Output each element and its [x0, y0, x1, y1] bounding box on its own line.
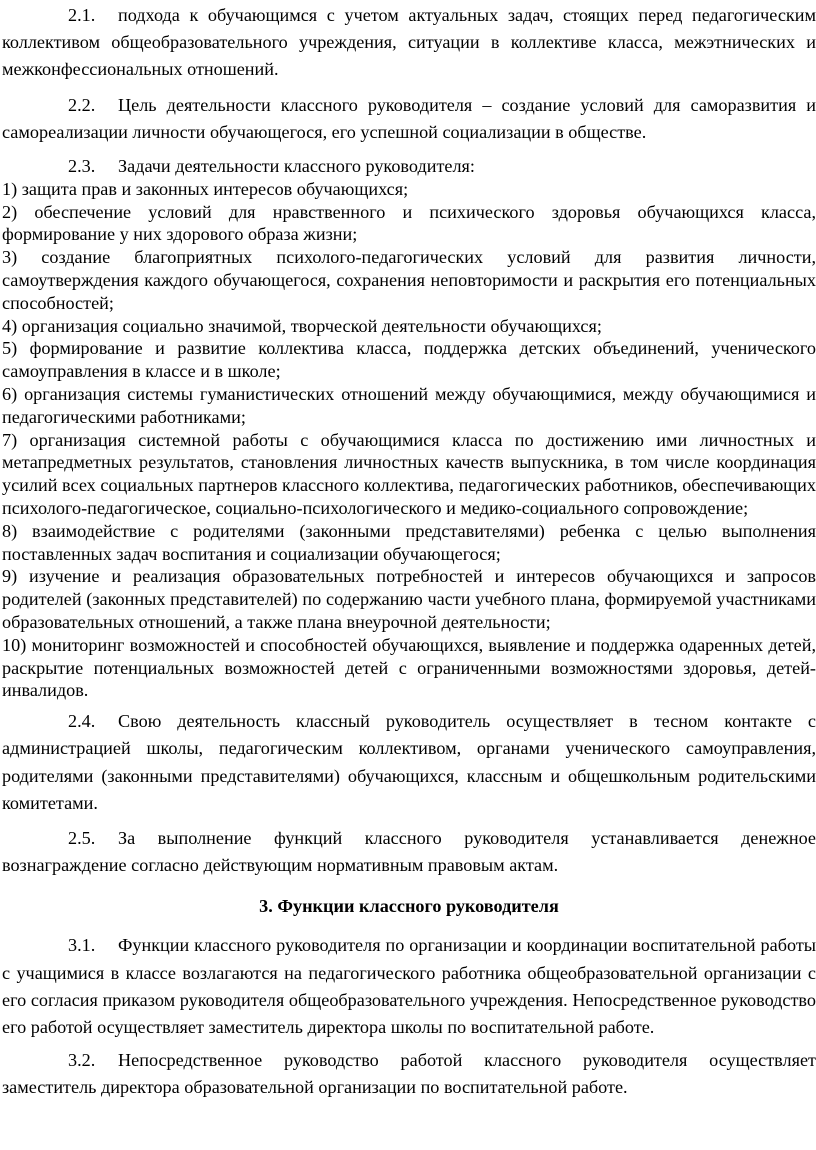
paragraph-2-5	[2, 825, 816, 879]
list-item: 5) формирование и развитие коллектива класса, поддержка детских объединений, ученического самоуправления в классе и в школе;	[2, 338, 816, 382]
tasks-list	[2, 178, 816, 702]
list-item: 4) организация социально значимой, творческой деятельности обучающихся;	[2, 315, 602, 336]
list-item: 6) организация системы гуманистических отношений между обучающимися, между обучающимися и педагогическими работниками;	[2, 383, 816, 427]
paragraph-3-1	[2, 932, 816, 1041]
paragraph-text: Свою деятельность классный руководитель осуществляет в тесном контакте с администрацией школы, педагогическим коллективом, органами ученического самоуправления, родителями (законными представителями) обучающихся, классным и общешкольным родительскими комитетами.	[2, 711, 816, 813]
paragraph-text: За выполнение функций классного руководителя устанавливается денежное вознаграждение согласно действующим нормативным правовым актам.	[2, 827, 816, 876]
paragraph-number: 3.2.	[68, 1050, 96, 1071]
list-item: 9) изучение и реализация образовательных потребностей и интересов обучающихся и запросов родителей (законных представителей) по содержанию части учебного плана, формируемой участниками образовательных отношений, а также плана внеурочной деятельности;	[2, 566, 816, 632]
paragraph-number: 2.4.	[68, 711, 96, 732]
paragraph-number: 2.1.	[68, 5, 96, 25]
list-item: 3) создание благоприятных психолого-педагогических условий для развития личности, самоутверждения каждого обучающегося, сохранения неповторимости и раскрытия его потенциальных способностей;	[2, 247, 816, 313]
paragraph-text: Цель деятельности классного руководителя – создание условий для саморазвития и самореализации личности обучающегося, его успешной социализации в обществе.	[2, 94, 816, 142]
paragraph-text: Непосредственное руководство работой классного руководителя осуществляет заместитель директора образовательной организации по воспитательной работе.	[2, 1050, 816, 1098]
paragraph-2-2	[2, 92, 816, 146]
paragraph-2-4	[2, 708, 816, 817]
paragraph-number: 2.5.	[68, 827, 96, 848]
paragraph-3-2	[2, 1047, 816, 1101]
paragraph-number: 2.2.	[68, 94, 96, 115]
paragraph-number: 2.3.	[68, 156, 96, 177]
list-item: 1) защита прав и законных интересов обучающихся;	[2, 178, 409, 199]
list-item: 7) организация системной работы с обучающимися класса по достижению ими личностных и метапредметных результатов, становления личностных качеств выпускника, в том числе координация усилий всех социальных партнеров классного коллектива, педагогических работников, обеспечивающих психолого-педагогическое, социально-психологического и медико-социального сопровождение;	[2, 429, 816, 518]
paragraph-2-3	[2, 155, 816, 178]
list-item: 10) мониторинг возможностей и способностей обучающихся, выявление и поддержка одаренных детей, раскрытие потенциальных возможностей детей с ограниченными возможностями здоровья, детей-инвалидов.	[2, 634, 816, 701]
document-page	[0, 2, 816, 1150]
paragraph-text: Задачи деятельности классного руководителя:	[118, 156, 475, 177]
list-item: 2) обеспечение условий для нравственного и психического здоровья обучающихся класса, формирование у них здорового образа жизни;	[2, 201, 816, 245]
paragraph-2-1	[2, 2, 816, 84]
paragraph-text: подхода к обучающимся с учетом актуальных задач, стоящих перед педагогическим коллективом общеобразовательного учреждения, ситуации в коллективе класса, межэтнических и межконфессиональных отношений.	[2, 5, 816, 80]
section-heading: 3. Функции классного руководителя	[259, 896, 559, 917]
paragraph-number: 3.1.	[68, 935, 96, 956]
list-item: 8) взаимодействие с родителями (законными представителями) ребенка с целью выполнения поставленных задач воспитания и социализации обучающегося;	[2, 520, 816, 564]
paragraph-text: Функции классного руководителя по организации и координации воспитательной работы с учащимися в классе возлагаются на педагогического работника общеобразовательной организации с его согласия приказом руководителя общеобразовательного учреждения. Непосредственное руководство его работой осуществляет заместитель директора школы по воспитательной работе.	[2, 935, 816, 1037]
